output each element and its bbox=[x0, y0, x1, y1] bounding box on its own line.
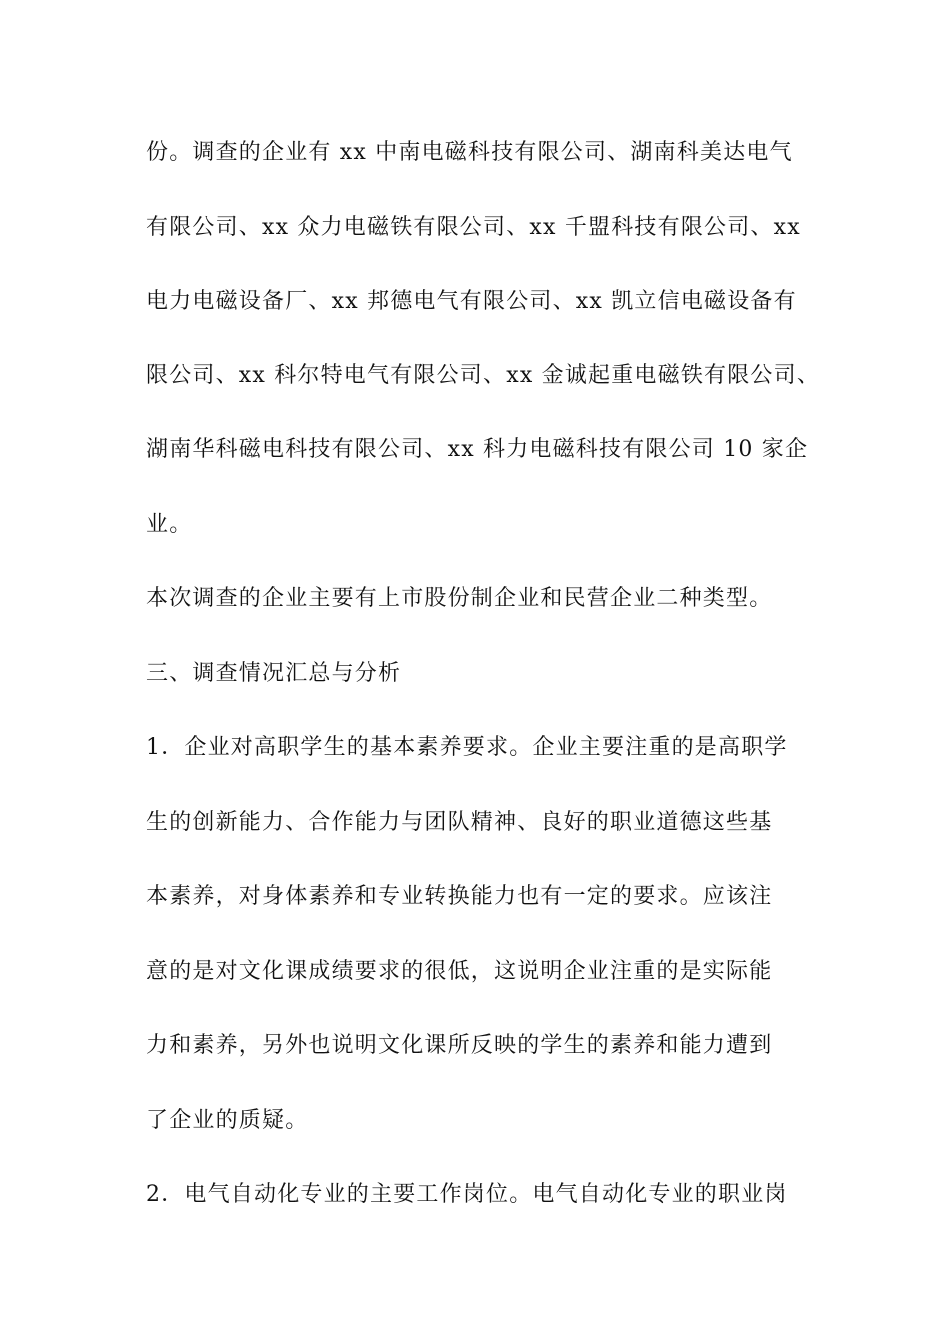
paragraph-line: 了企业的质疑。 bbox=[146, 1108, 309, 1133]
paragraph-line: 业。 bbox=[146, 512, 193, 537]
paragraph-line: 生的创新能力、合作能力与团队精神、良好的职业道德这些基 bbox=[146, 810, 773, 835]
paragraph-line: 湖南华科磁电科技有限公司、xx 科力电磁科技有限公司 10 家企 bbox=[146, 437, 809, 462]
paragraph-line: 电力电磁设备厂、xx 邦德电气有限公司、xx 凯立信电磁设备有 bbox=[146, 289, 797, 314]
paragraph-line: 2．电气自动化专业的主要工作岗位。电气自动化专业的职业岗 bbox=[146, 1182, 788, 1207]
paragraph-line: 1．企业对高职学生的基本素养要求。企业主要注重的是高职学 bbox=[146, 735, 788, 760]
paragraph-line: 本次调查的企业主要有上市股份制企业和民营企业二种类型。 bbox=[146, 586, 773, 611]
paragraph-line: 有限公司、xx 众力电磁铁有限公司、xx 千盟科技有限公司、xx bbox=[146, 215, 801, 240]
paragraph-line: 限公司、xx 科尔特电气有限公司、xx 金诚起重电磁铁有限公司、 bbox=[146, 363, 821, 388]
paragraph-line: 意的是对文化课成绩要求的很低，这说明企业注重的是实际能 bbox=[146, 959, 773, 984]
paragraph-line: 力和素养，另外也说明文化课所反映的学生的素养和能力遭到 bbox=[146, 1033, 773, 1058]
paragraph-line: 本素养，对身体素养和专业转换能力也有一定的要求。应该注 bbox=[146, 884, 773, 909]
section-heading: 三、调查情况汇总与分析 bbox=[146, 661, 402, 686]
paragraph-line: 份。调查的企业有 xx 中南电磁科技有限公司、湖南科美达电气 bbox=[146, 140, 793, 165]
